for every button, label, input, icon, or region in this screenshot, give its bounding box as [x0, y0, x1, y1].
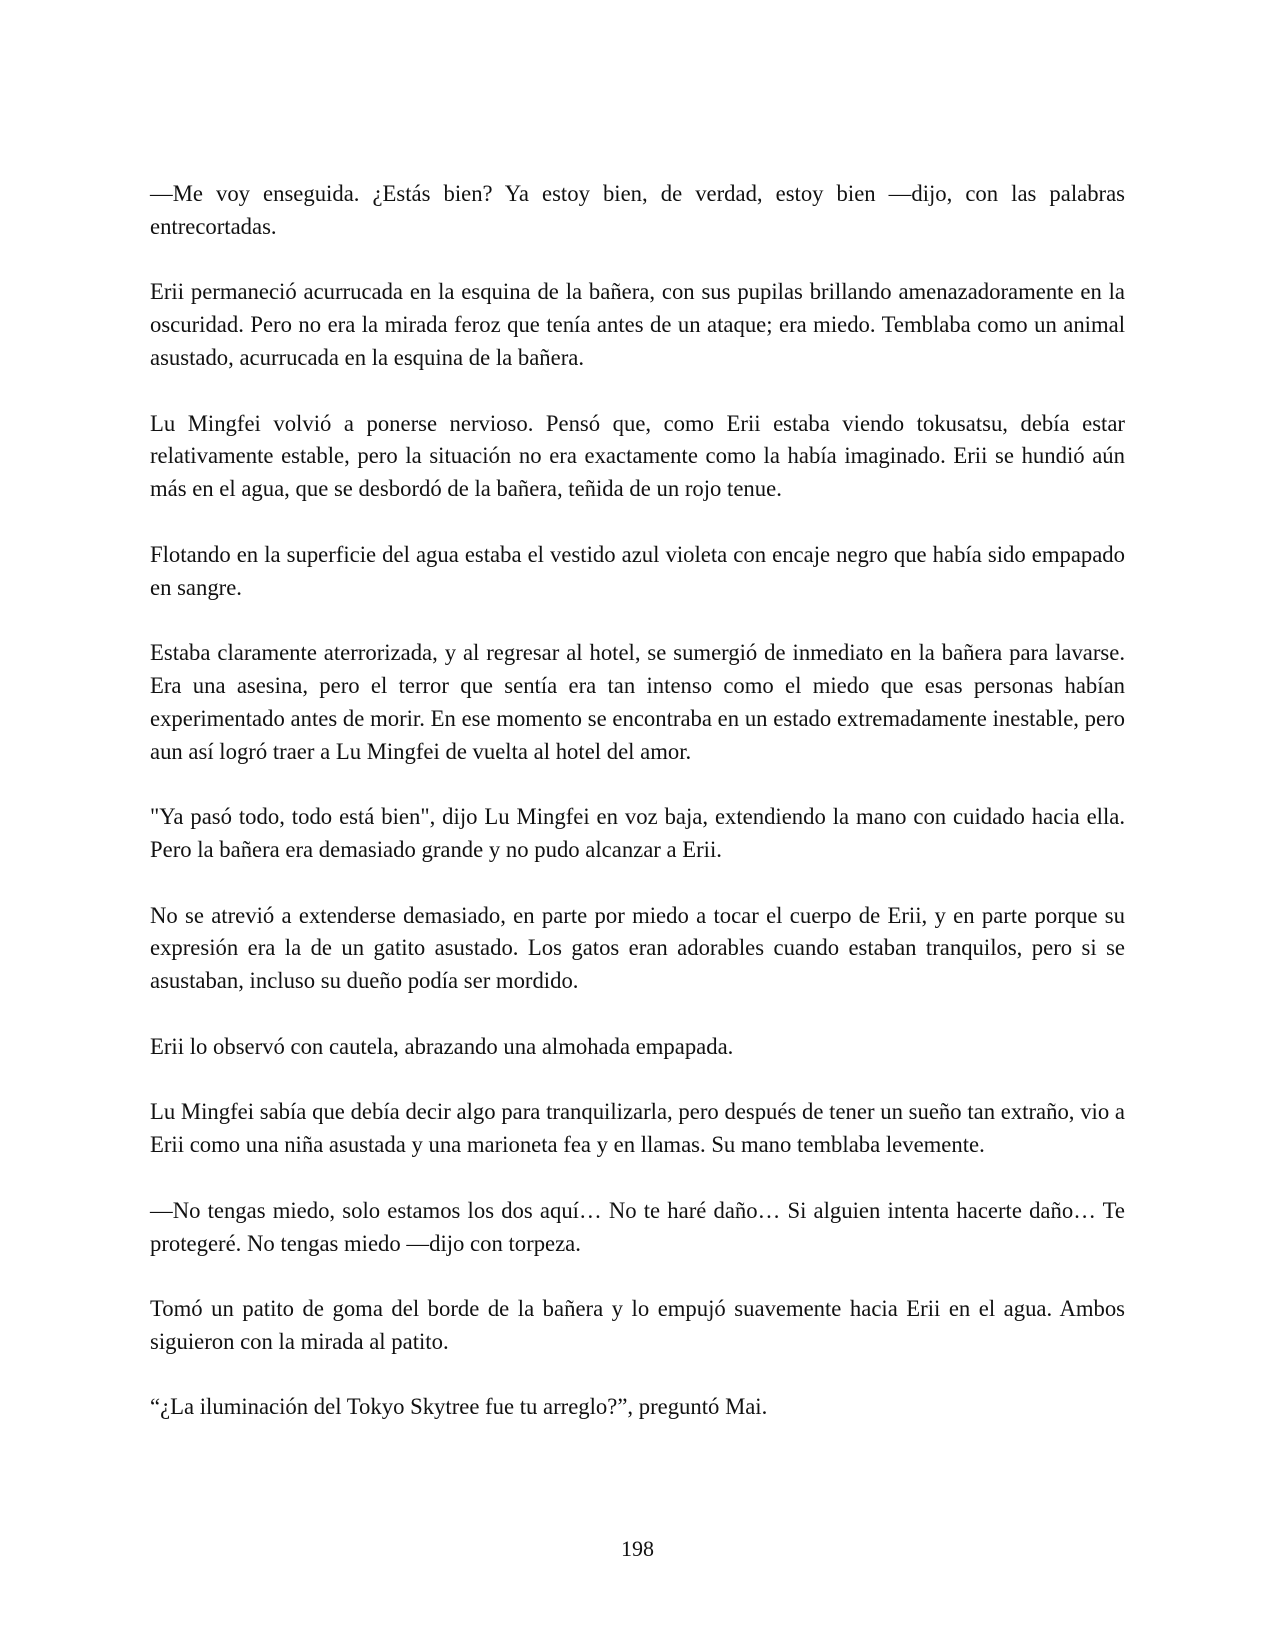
paragraph: Tomó un patito de goma del borde de la bañera y lo empujó suavemente hacia Erii en el agua. Ambos siguieron con la mirada al patito.: [150, 1296, 1125, 1354]
paragraph: —No tengas miedo, solo estamos los dos aquí… No te haré daño… Si alguien intenta hacerte daño… Te protegeré. No tengas miedo —dijo con torpeza.: [150, 1197, 1125, 1256]
paragraph: No se atrevió a extenderse demasiado, en parte por miedo a tocar el cuerpo de Erii, y en parte porque su expresión era la de un gatito asustado. Los gatos eran adorables cuando estaban tranquilos, pero si se asustaban, incluso su dueño podía ser mordido.: [150, 902, 1125, 994]
paragraph: Erii lo observó con cautela, abrazando una almohada empapada.: [150, 1033, 734, 1059]
paragraph: "Ya pasó todo, todo está bien", dijo Lu Mingfei en voz baja, extendiendo la mano con cuidado hacia ella. Pero la bañera era demasiado grande y no pudo alcanzar a Erii.: [150, 804, 1125, 862]
page-number: 198: [621, 1536, 654, 1561]
paragraph: Erii permaneció acurrucada en la esquina de la bañera, con sus pupilas brillando amenazadoramente en la oscuridad. Pero no era la mirada feroz que tenía antes de un ataque; era miedo. Temblaba como un animal asustado, acurrucada en la esquina de la bañera.: [150, 279, 1125, 370]
paragraph: Lu Mingfei sabía que debía decir algo para tranquilizarla, pero después de tener un sueño tan extraño, vio a Erii como una niña asustada y una marioneta fea y en llamas. Su mano temblaba levemente.: [150, 1099, 1125, 1158]
paragraph: “¿La iluminación del Tokyo Skytree fue tu arreglo?”, preguntó Mai.: [150, 1394, 768, 1420]
paragraph: Lu Mingfei volvió a ponerse nervioso. Pensó que, como Erii estaba viendo tokusatsu, debía estar relativamente estable, pero la situación no era exactamente como la había imaginado. Erii se hundió aún más en el agua, que se desbordó de la bañera, teñida de un rojo tenue.: [150, 410, 1125, 502]
paragraph: Estaba claramente aterrorizada, y al regresar al hotel, se sumergió de inmediato en la bañera para lavarse. Era una asesina, pero el terror que sentía era tan intenso como el miedo que esas personas habían experimentado antes de morir. En ese momento se encontraba en un estado extremadamente inestable, pero aun así logró traer a Lu Mingfei de vuelta al hotel del amor.: [150, 640, 1125, 764]
paragraph: Flotando en la superficie del agua estaba el vestido azul violeta con encaje negro que había sido empapado en sangre.: [150, 541, 1125, 600]
paragraph: —Me voy enseguida. ¿Estás bien? Ya estoy bien, de verdad, estoy bien —dijo, con las palabras entrecortadas.: [150, 181, 1125, 239]
body-text: [150, 178, 1125, 1457]
